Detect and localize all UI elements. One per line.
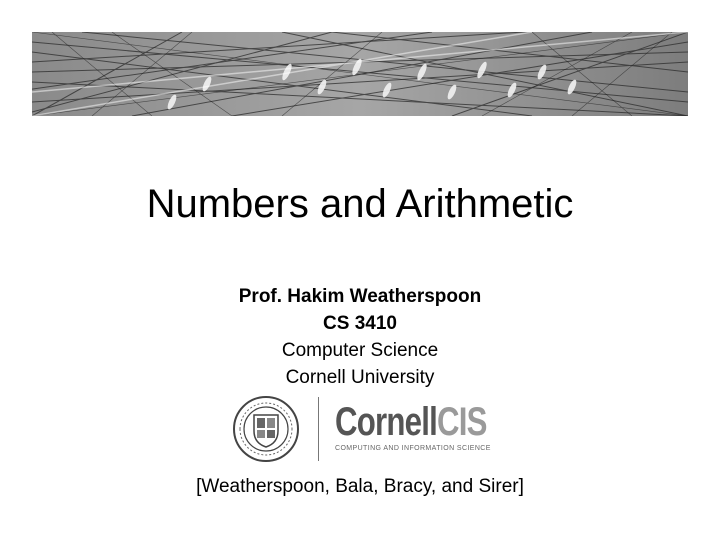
header-banner-image: [32, 32, 688, 116]
cis-wordmark: CornellCIS: [335, 400, 487, 444]
logo-divider: [318, 397, 319, 461]
credits-line: [Weatherspoon, Bala, Bracy, and Sirer]: [196, 476, 524, 497]
cornell-seal-logo: [232, 395, 300, 463]
university: Cornell University: [285, 367, 435, 388]
cornell-cis-logo: [335, 401, 490, 459]
slide-title: Numbers and Arithmetic: [146, 182, 574, 226]
logo-group: [232, 395, 490, 465]
department: Computer Science: [281, 340, 439, 361]
author-block: [0, 283, 720, 391]
course-code: CS 3410: [323, 313, 397, 334]
author-name: Prof. Hakim Weatherspoon: [238, 286, 482, 307]
cis-tagline: COMPUTING AND INFORMATION SCIENCE: [335, 445, 491, 452]
